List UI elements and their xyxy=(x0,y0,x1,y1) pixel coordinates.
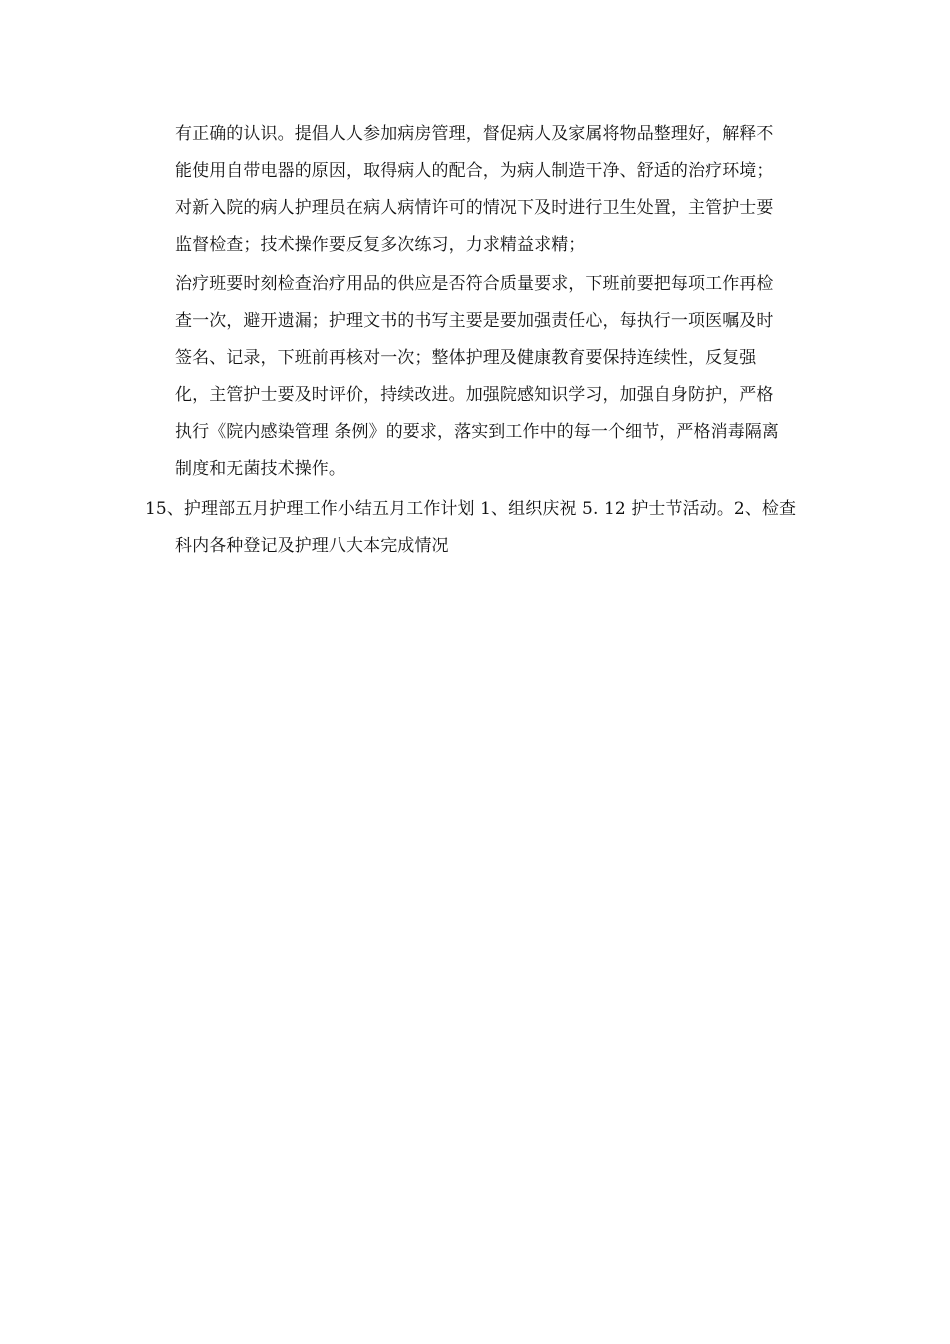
paragraph-1-line-1: 有正确的认识。提倡人人参加病房管理，督促病人及家属将物品整理好，解释不 xyxy=(175,124,774,144)
item-15-line-1: 15、护理部五月护理工作小结五月工作计划 1、组织庆祝 5. 12 护士节活动。2、检查 xyxy=(145,499,797,519)
paragraph-2-line-3: 签名、记录，下班前再核对一次；整体护理及健康教育要保持连续性，反复强 xyxy=(175,348,757,368)
item-15-line-2: 科内各种登记及护理八大本完成情况 xyxy=(175,536,449,556)
paragraph-1-line-4: 监督检查；技术操作要反复多次练习，力求精益求精； xyxy=(175,235,586,255)
paragraph-1-line-2: 能使用自带电器的原因，取得病人的配合，为病人制造干净、舒适的治疗环境； xyxy=(175,161,774,181)
paragraph-2-line-4: 化，主管护士要及时评价，持续改进。加强院感知识学习，加强自身防护，严格 xyxy=(175,385,774,405)
paragraph-1-line-3: 对新入院的病人护理员在病人病情许可的情况下及时进行卫生处置，主管护士要 xyxy=(175,198,774,218)
paragraph-2-line-1: 治疗班要时刻检查治疗用品的供应是否符合质量要求，下班前要把每项工作再检 xyxy=(175,274,774,294)
paragraph-2-line-5: 执行《院内感染管理 条例》的要求，落实到工作中的每一个细节，严格消毒隔离 xyxy=(175,422,780,442)
paragraph-2-line-6: 制度和无菌技术操作。 xyxy=(175,459,346,479)
paragraph-2-line-2: 查一次，避开遗漏；护理文书的书写主要是要加强责任心，每执行一项医嘱及时 xyxy=(175,311,774,331)
